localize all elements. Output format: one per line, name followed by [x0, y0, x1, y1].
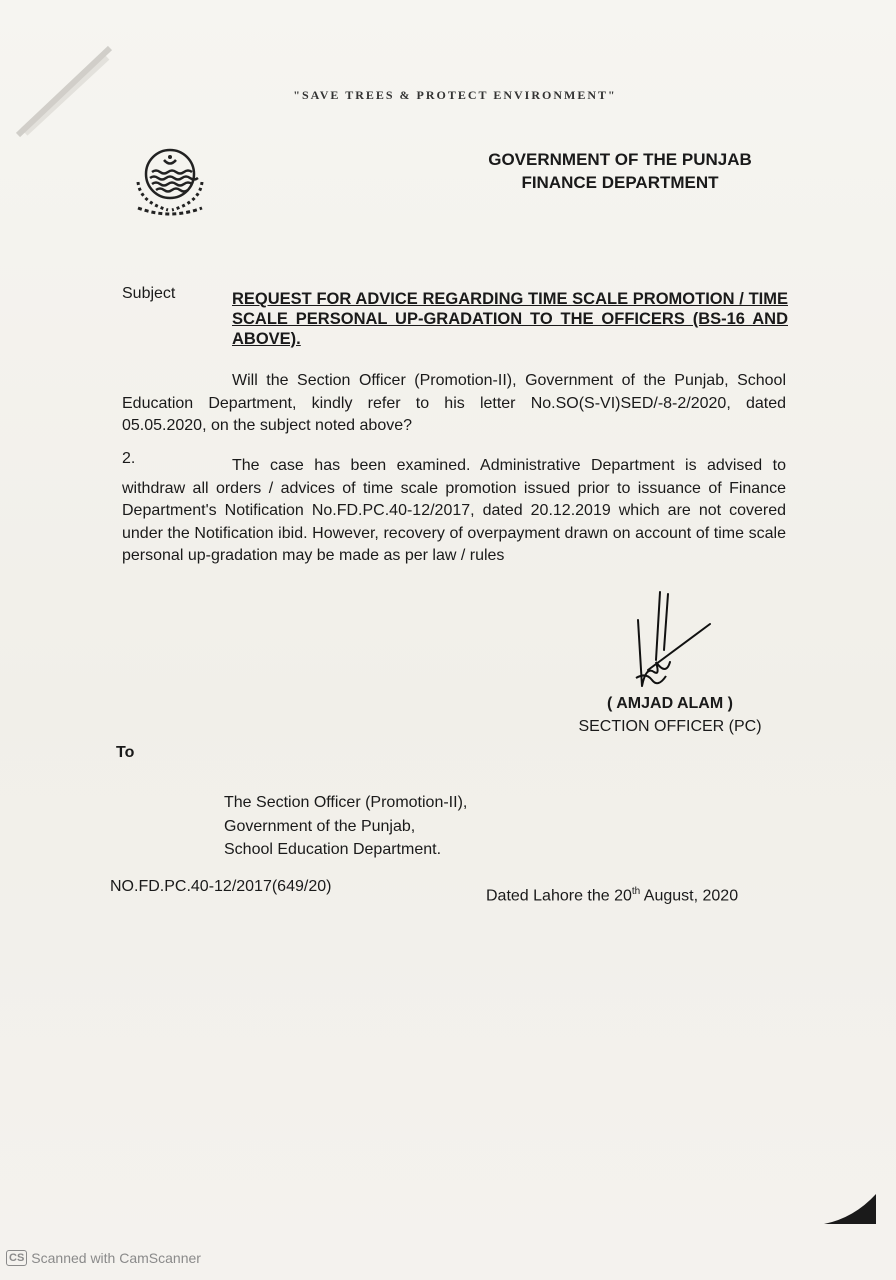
punjab-emblem-logo — [128, 140, 212, 220]
dated-suffix: August, 2020 — [640, 887, 739, 905]
paragraph-2-text: The case has been examined. Administrative Department is advised to withdraw all orders / advices of time scale promotion issued prior to issuance of Finance Department's Notification No.FD.PC.40-12/2017, dated 20.12.2019 which are not covered under the Notification ibid. However, recovery of overpayment drawn on account of time scale personal up-gradation may be made as per law / rules — [122, 457, 786, 564]
camscanner-logo-icon: CS — [6, 1250, 27, 1266]
dated-prefix: Dated Lahore the 20 — [486, 887, 632, 905]
subject-label: Subject — [122, 285, 176, 302]
org-line-2: FINANCE DEPARTMENT — [521, 173, 719, 192]
paragraph-2-number: 2. — [122, 450, 136, 467]
dated-superscript: th — [631, 886, 641, 897]
paragraph-2 — [122, 455, 786, 568]
reference-number: NO.FD.PC.40-12/2017(649/20) — [110, 878, 332, 895]
scan-smudge-corner — [820, 1190, 880, 1230]
recipient-line-1: The Section Officer (Promotion-II), — [224, 794, 468, 811]
subject-text: REQUEST FOR ADVICE REGARDING TIME SCALE PROMOTION / TIME SCALE PERSONAL UP-GRADATION TO THE OFFICERS (BS-16 AND ABOVE). — [232, 290, 788, 348]
paragraph-1-text: Will the Section Officer (Promotion-II), Government of the Punjab, School Education Department, kindly refer to his letter No.SO(S-VI)SED/-8-2/2020, dated 05.05.2020, on the subject noted above? — [122, 372, 786, 434]
signatory-name: ( AMJAD ALAM ) — [607, 695, 733, 712]
motto-line: "SAVE TREES & PROTECT ENVIRONMENT" — [293, 88, 617, 102]
handwritten-signature — [598, 590, 718, 700]
recipient-address — [224, 791, 467, 862]
signatory-block — [560, 692, 780, 738]
recipient-line-2: Government of the Punjab, — [224, 817, 416, 835]
recipient-line-3: School Education Department. — [224, 841, 442, 858]
org-line-1: GOVERNMENT OF THE PUNJAB — [488, 150, 752, 169]
dated-line — [486, 886, 738, 905]
scan-smudge — [10, 40, 130, 140]
department-heading — [470, 148, 770, 194]
camscanner-text: Scanned with CamScanner — [31, 1250, 201, 1266]
camscanner-watermark — [6, 1250, 201, 1266]
signatory-designation: SECTION OFFICER (PC) — [578, 718, 762, 735]
paragraph-1 — [122, 370, 786, 438]
to-label: To — [116, 744, 135, 761]
